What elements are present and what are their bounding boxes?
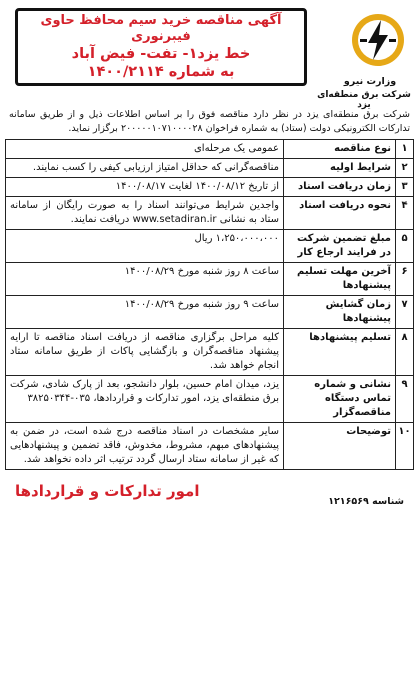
table-row: [6, 178, 414, 197]
table-row: [6, 263, 414, 296]
row-number: ۱: [396, 140, 414, 159]
row-label: زمان گشایش پیشنهادها: [284, 296, 396, 329]
notice-footer: [5, 472, 414, 516]
row-value: ۱،۲۵۰،۰۰۰،۰۰۰ ریال: [6, 230, 284, 263]
table-row: [6, 423, 414, 470]
notice-header: [5, 6, 414, 110]
row-label: زمان دریافت اسناد: [284, 178, 396, 197]
company-name: شرکت برق منطقه‌ای یزد: [317, 90, 411, 110]
ministry-name: وزارت نیرو: [343, 76, 397, 87]
row-number: ۹: [396, 376, 414, 423]
table-row: [6, 197, 414, 230]
table-row: [6, 376, 414, 423]
row-label: نشانی و شماره تماس دستگاه مناقصه‌گزار: [284, 376, 396, 423]
row-value: مناقصه‌گرانی که حداقل امتیاز ارزیابی کیفی را کسب نمایند.: [6, 159, 284, 178]
row-value: کلیه مراحل برگزاری مناقصه از دریافت اسناد مناقصه تا ارایه پیشنهاد مناقصه‌گران و بازگشایی پاکات از طریق سامانه ستاد انجام خواهد شد.: [6, 329, 284, 376]
table-row: [6, 230, 414, 263]
notice-id: شناسه ۱۲۱۶۵۶۹: [328, 496, 404, 507]
table-row: [6, 159, 414, 178]
row-number: ۱۰: [396, 423, 414, 470]
row-value: یزد، میدان امام حسین، بلوار دانشجو، بعد از پارک شادی، شرکت برق منطقه‌ای یزد، امور تدارکات و قراردادها، ۰۳۵-۳۸۲۵۰۳۴۴: [6, 376, 284, 423]
row-label: مبلغ تضمین شرکت در فرایند ارجاع کار: [284, 230, 396, 263]
row-value: از تاریخ ۱۴۰۰/۰۸/۱۲ لغایت ۱۴۰۰/۰۸/۱۷: [6, 178, 284, 197]
department-signature: امور تدارکات و قراردادها: [15, 482, 200, 500]
notice-title-box: [15, 8, 307, 86]
row-label: شرایط اولیه: [284, 159, 396, 178]
row-number: ۴: [396, 197, 414, 230]
row-label: نحوه دریافت اسناد: [284, 197, 396, 230]
table-row: [6, 329, 414, 376]
row-value: ساعت ۸ روز شنبه مورخ ۱۴۰۰/۰۸/۲۹: [6, 263, 284, 296]
row-label: نوع مناقصه: [284, 140, 396, 159]
row-value: ساعت ۹ روز شنبه مورخ ۱۴۰۰/۰۸/۲۹: [6, 296, 284, 329]
row-label: توضیحات: [284, 423, 396, 470]
row-value: واجدین شرایط می‌توانند اسناد را به صورت رایگان از سامانه ستاد به نشانی www.setadiran.ir دریافت نمایند.: [6, 197, 284, 230]
row-value: سایر مشخصات در اسناد مناقصه درج شده است، در ضمن به پیشنهادهای مبهم، مشروط، مخدوش، فاقد تضمین و پیشنهادهایی که غیر از سامانه ستاد ارسال گردد ترتیب اثر داده نخواهد شد.: [6, 423, 284, 470]
table-row: [6, 296, 414, 329]
row-value: عمومی یک مرحله‌ای: [6, 140, 284, 159]
row-number: ۸: [396, 329, 414, 376]
row-label: آخرین مهلت تسلیم پیشنهادها: [284, 263, 396, 296]
notice-title-line2: خط یزد۱- تفت- فیض آباد: [71, 46, 251, 63]
row-number: ۶: [396, 263, 414, 296]
row-number: ۳: [396, 178, 414, 197]
table-row: [6, 140, 414, 159]
notice-title-line3: به شماره ۱۴۰۰/۲۱۱۴: [87, 64, 235, 81]
row-number: ۷: [396, 296, 414, 329]
row-number: ۵: [396, 230, 414, 263]
row-number: ۲: [396, 159, 414, 178]
row-label: تسلیم پیشنهادها: [284, 329, 396, 376]
power-company-logo-icon: [350, 12, 406, 68]
notice-title-line1: آگهی مناقصه خرید سیم محافظ حاوی فیبرنوری: [40, 12, 282, 44]
intro-paragraph: شرکت برق منطقه‌ای یزد در نظر دارد مناقصه فوق را بر اساس اطلاعات ذیل و از طریق سامانه تدارکات الکترونیکی دولت (ستاد) به شماره فراخوان ۲۰۰۰۰۰۱۰۷۱۰۰۰۰۲۸ برگزار نماید.: [9, 109, 410, 134]
tender-details-table: [5, 139, 414, 470]
